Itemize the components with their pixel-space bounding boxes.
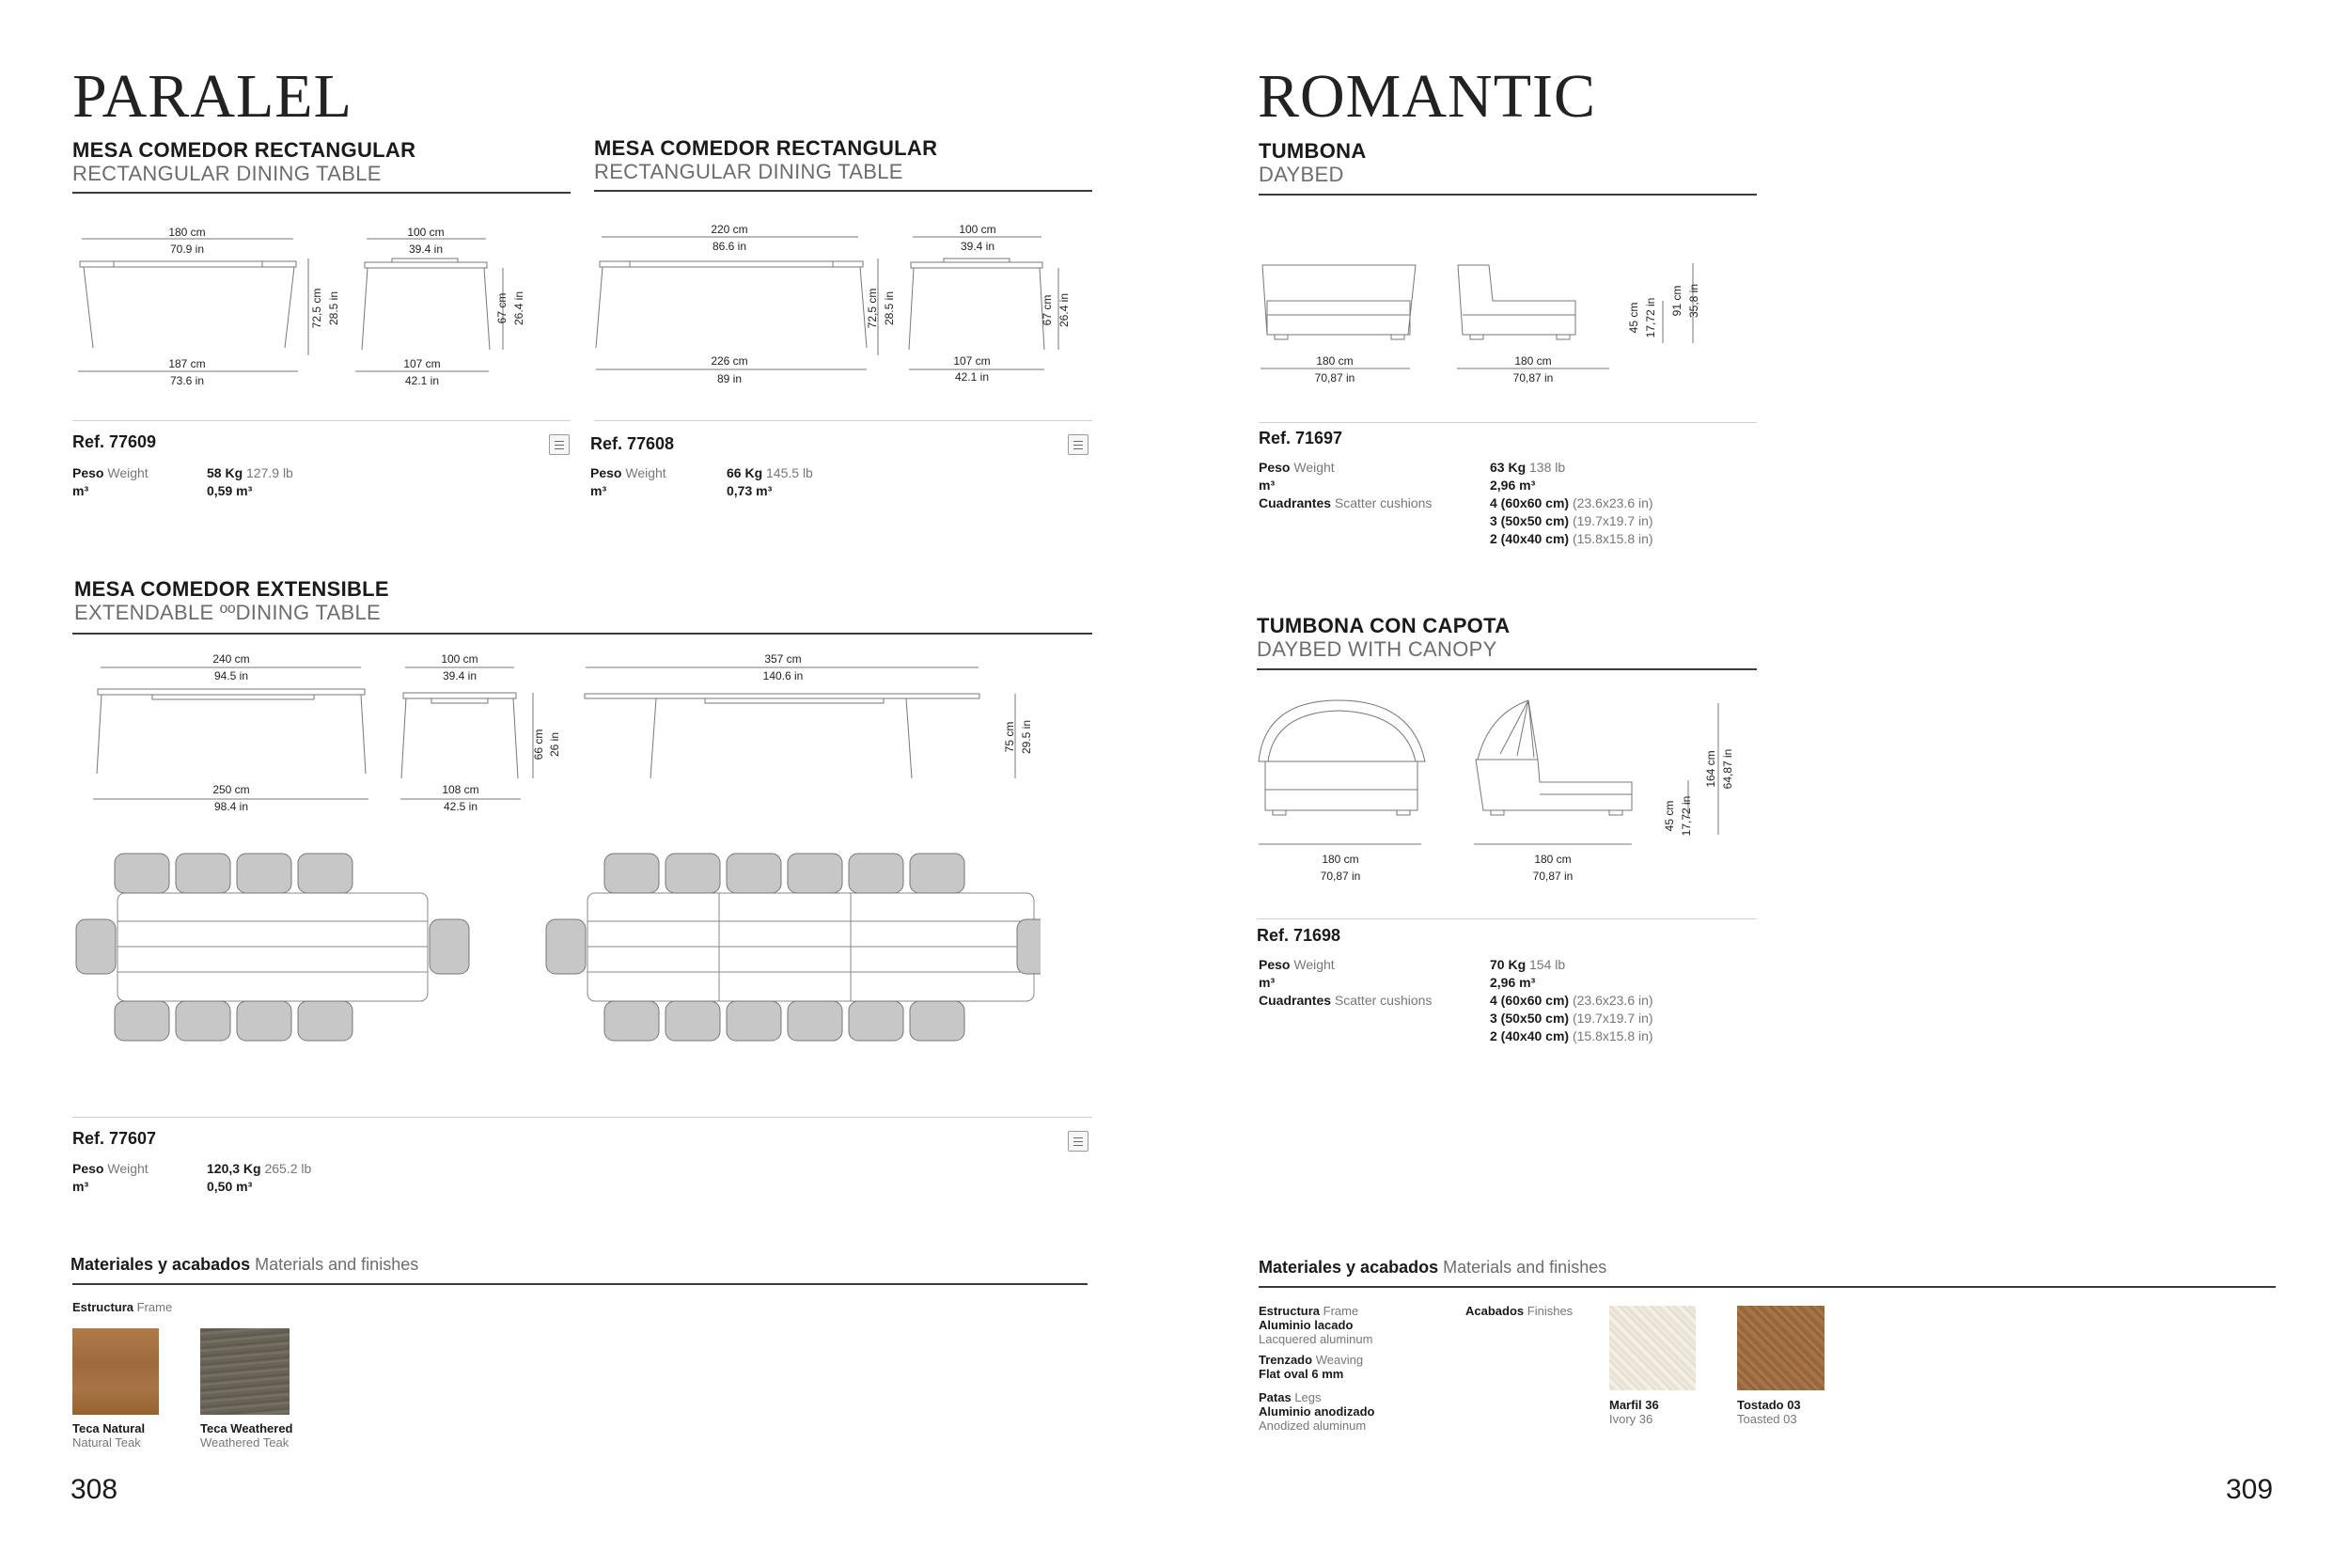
product-title-es: MESA COMEDOR RECTANGULAR xyxy=(594,136,938,160)
product-title-en: RECTANGULAR DINING TABLE xyxy=(594,160,903,183)
brand-title-romantic: ROMANTIC xyxy=(1258,62,1597,131)
dim-h1-cm: 72,5 cm xyxy=(310,288,323,329)
product-ref: Ref. 77609 xyxy=(72,432,157,451)
dim-w1-in: 70,87 in xyxy=(1314,371,1355,384)
dim-w1-cm: 180 cm xyxy=(1316,354,1354,368)
dim-ext-cm: 357 cm xyxy=(764,652,802,666)
product-title-es: MESA COMEDOR RECTANGULAR xyxy=(72,138,416,162)
dim-side-h-in: 26 in xyxy=(548,731,561,758)
dim-h1-cm: 45 cm xyxy=(1663,800,1676,832)
weaving-spec: Trenzado Weaving Flat oval 6 mm xyxy=(1259,1353,1364,1381)
dim-top-cm: 220 cm xyxy=(711,223,748,236)
document-icon[interactable] xyxy=(1068,1131,1088,1152)
materials-rule xyxy=(72,1283,1088,1285)
product-title-en: EXTENDABLE ººDINING TABLE xyxy=(74,601,381,624)
spec-labels: Peso Weight m³ Cuadrantes Scatter cushions xyxy=(1259,460,1433,510)
spec-values: 58 Kg 127.9 lb 0,59 m³ xyxy=(207,465,293,498)
product-title-en: RECTANGULAR DINING TABLE xyxy=(72,162,382,185)
dim-ext-h-in: 29.5 in xyxy=(1020,719,1033,755)
page-number: 309 xyxy=(2226,1474,2274,1505)
dim-side-top-in: 39.4 in xyxy=(408,243,444,256)
product-title-es: MESA COMEDOR EXTENSIBLE xyxy=(74,577,389,601)
swatch-label: Marfil 36 Ivory 36 xyxy=(1609,1398,1659,1426)
dim-bottom-cm: 187 cm xyxy=(168,357,206,370)
spec-labels: Peso Weight m³ xyxy=(72,1161,149,1194)
spec-divider xyxy=(1259,422,1757,423)
swatch-label: Tostado 03 Toasted 03 xyxy=(1737,1398,1801,1426)
dim-w1-cm: 180 cm xyxy=(1322,853,1359,866)
dim-side-bottom-cm: 107 cm xyxy=(403,357,441,370)
product-title-en: DAYBED WITH CANOPY xyxy=(1257,637,1497,661)
dim-bottom-cm: 250 cm xyxy=(212,783,250,796)
swatch-teca-weathered xyxy=(200,1328,290,1415)
product-ref: Ref. 77607 xyxy=(72,1129,157,1148)
dim-h1-in: 28.5 in xyxy=(883,290,896,326)
spec-values: 63 Kg 138 lb 2,96 m³ 4 (60x60 cm) (23.6x23.6 in) 3 (50x50 cm) (19.7x19.7 in) 2 (40x40 cm) (15.8x15.8 in) xyxy=(1490,460,1653,546)
dim-w2-in: 70,87 in xyxy=(1512,371,1554,384)
product-title-es: TUMBONA xyxy=(1259,139,1367,163)
document-icon[interactable] xyxy=(549,434,570,455)
dim-top-cm: 180 cm xyxy=(168,226,206,239)
dim-h2-cm: 67 cm xyxy=(1041,294,1054,326)
dim-side-top-in: 39.4 in xyxy=(960,240,995,253)
legs-spec: Patas Legs Aluminio anodizado Anodized aluminum xyxy=(1259,1390,1375,1433)
materials-title: Materiales y acabados Materials and finishes xyxy=(70,1255,419,1274)
spec-labels: Peso Weight m³ xyxy=(590,465,666,498)
dim-h2-in: 26.4 in xyxy=(512,290,525,326)
dim-w2-cm: 180 cm xyxy=(1534,853,1572,866)
spec-values: 120,3 Kg 265.2 lb 0,50 m³ xyxy=(207,1161,312,1194)
dim-h2-cm: 67 cm xyxy=(495,292,509,324)
section-rule xyxy=(1257,668,1757,670)
dim-bottom-cm: 226 cm xyxy=(711,354,748,368)
dim-ext-in: 140.6 in xyxy=(762,669,804,682)
dim-bottom-in: 73.6 in xyxy=(169,374,205,387)
table-drawing-77609 xyxy=(72,216,571,404)
dim-h1-cm: 45 cm xyxy=(1627,302,1640,334)
dim-h1-cm: 72,5 cm xyxy=(866,288,879,329)
dim-top-cm: 240 cm xyxy=(212,652,250,666)
product-ref: Ref. 71698 xyxy=(1257,926,1341,945)
materials-title: Materiales y acabados Materials and finishes xyxy=(1259,1258,1607,1277)
dim-top-in: 94.5 in xyxy=(213,669,249,682)
spec-divider xyxy=(72,420,571,421)
dim-h1-in: 17,72 in xyxy=(1644,297,1657,338)
dim-side-top-cm: 100 cm xyxy=(441,652,478,666)
dim-ext-h-cm: 75 cm xyxy=(1003,721,1016,753)
dining-set-plan-view xyxy=(72,846,1041,1048)
dim-side-top-cm: 100 cm xyxy=(407,226,445,239)
extendable-table-drawing-77607 xyxy=(72,647,1097,825)
swatch-label: Teca Natural Natural Teak xyxy=(72,1421,146,1450)
dim-side-top-cm: 100 cm xyxy=(959,223,996,236)
dim-h2-in: 35,8 in xyxy=(1687,283,1700,319)
spec-labels: Peso Weight m³ Cuadrantes Scatter cushions xyxy=(1259,957,1433,1008)
dim-h2-in: 64,87 in xyxy=(1721,748,1734,790)
product-title-en: DAYBED xyxy=(1259,163,1344,186)
dim-h1-in: 17,72 in xyxy=(1680,795,1693,837)
frame-spec: Estructura Frame Aluminio lacado Lacquered aluminum xyxy=(1259,1304,1373,1346)
swatch-marfil-36 xyxy=(1609,1306,1696,1390)
section-rule xyxy=(594,190,1092,192)
dim-side-top-in: 39.4 in xyxy=(442,669,478,682)
dim-bottom-in: 89 in xyxy=(716,372,743,385)
page-number: 308 xyxy=(70,1474,118,1505)
table-drawing-77608 xyxy=(592,216,1092,404)
dim-h2-cm: 91 cm xyxy=(1670,285,1683,317)
product-ref: Ref. 77608 xyxy=(590,434,675,453)
spec-values: 66 Kg 145.5 lb 0,73 m³ xyxy=(727,465,813,498)
dim-side-bottom-in: 42.5 in xyxy=(443,800,478,813)
spec-labels: Peso Weight m³ xyxy=(72,465,149,498)
dim-side-bottom-cm: 108 cm xyxy=(442,783,479,796)
brand-title-paralel: PARALEL xyxy=(72,62,352,131)
dim-side-bottom-cm: 107 cm xyxy=(953,354,991,368)
spec-divider xyxy=(594,420,1092,421)
dim-side-bottom-in: 42.1 in xyxy=(954,370,990,384)
product-title-es: TUMBONA CON CAPOTA xyxy=(1257,614,1511,637)
daybed-drawing-71697 xyxy=(1256,254,1763,395)
swatch-tostado-03 xyxy=(1737,1306,1824,1390)
spec-values: 70 Kg 154 lb 2,96 m³ 4 (60x60 cm) (23.6x23.6 in) 3 (50x50 cm) (19.7x19.7 in) 2 (40x40 cm) (15.8x15.8 in) xyxy=(1490,957,1653,1043)
dim-top-in: 86.6 in xyxy=(712,240,747,253)
spec-divider xyxy=(72,1117,1092,1118)
dim-side-bottom-in: 42.1 in xyxy=(404,374,440,387)
section-rule xyxy=(72,192,571,194)
dim-h1-in: 28.5 in xyxy=(327,290,340,326)
dim-w2-in: 70,87 in xyxy=(1532,870,1574,883)
product-ref: Ref. 71697 xyxy=(1259,429,1343,447)
dim-top-in: 70.9 in xyxy=(169,243,205,256)
document-icon[interactable] xyxy=(1068,434,1088,455)
swatch-label: Teca Weathered Weathered Teak xyxy=(200,1421,293,1450)
materials-rule xyxy=(1259,1286,2276,1288)
dim-bottom-in: 98.4 in xyxy=(213,800,249,813)
dim-h2-in: 26.4 in xyxy=(1057,292,1071,328)
dim-w1-in: 70,87 in xyxy=(1320,870,1361,883)
dim-w2-cm: 180 cm xyxy=(1514,354,1552,368)
swatch-teca-natural xyxy=(72,1328,159,1415)
spec-divider xyxy=(1257,918,1757,919)
frame-label: Estructura Frame xyxy=(72,1300,173,1314)
section-rule xyxy=(1259,194,1757,196)
section-rule xyxy=(72,633,1092,635)
dim-h2-cm: 164 cm xyxy=(1704,750,1717,788)
dim-side-h-cm: 66 cm xyxy=(532,729,545,760)
finishes-label: Acabados Finishes xyxy=(1465,1304,1574,1318)
canopy-daybed-drawing-71698 xyxy=(1254,696,1762,893)
